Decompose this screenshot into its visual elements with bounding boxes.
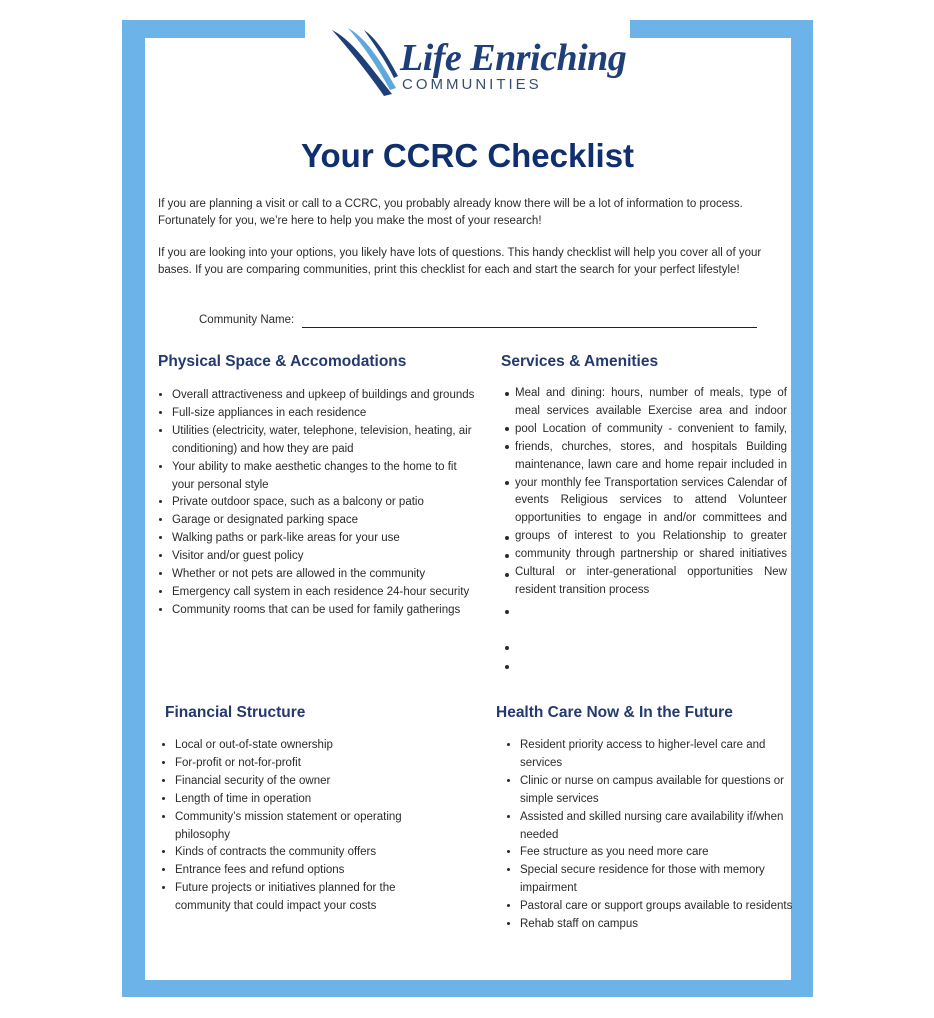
bullet-icon [505,536,509,540]
logo-tagline: COMMUNITIES [402,76,542,93]
list-item: • Full-size appliances in each residence [172,405,477,423]
list-item: • Kinds of contracts the community offers [175,844,445,862]
financial-checklist [160,737,445,916]
intro-paragraph-1: If you are planning a visit or call to a CCRC, you probably already know there will be a lot of information to process. Fortunately for you, we’re here to help you make the most of your research! [158,198,743,227]
page-title: Your CCRC Checklist [300,137,635,174]
list-item: • Private outdoor space, such as a balcony or patio [172,494,477,512]
list-item: • Rehab staff on campus [520,916,800,934]
list-item: • Garage or designated parking space [172,512,477,530]
section-title-health: Health Care Now & In the Future [496,704,733,721]
bullet-icon [505,392,509,396]
intro-paragraph-2: If you are looking into your options, you likely have lots of questions. This handy checklist will help you cover all of your bases. If you are comparing communities, print this checklist for each and start the search for your perfect lifestyle! [158,247,762,276]
list-item: • Community’s mission statement or operating philosophy [175,809,445,845]
logo-wordmark: Life Enriching [400,37,627,79]
list-item: • Visitor and/or guest policy [172,548,477,566]
bullet-icon [505,573,509,577]
bullet-icon [505,481,509,485]
list-item: • Entrance fees and refund options [175,862,445,880]
bullet-icon [505,445,509,449]
physical-checklist [157,387,477,620]
list-item: • Whether or not pets are allowed in the community [172,566,477,584]
list-item: • For-profit or not-for-profit [175,755,445,773]
logo-swoosh-icon [330,24,400,98]
list-item: • Assisted and skilled nursing care availability if/when needed [520,809,800,845]
list-item: • Special secure residence for those with memory impairment [520,862,800,898]
section-title-services: Services & Amenities [501,353,659,370]
community-name-field[interactable] [302,327,757,328]
bullet-icon [505,646,509,650]
list-item: • Financial security of the owner [175,773,445,791]
list-item: • Emergency call system in each residence 24-hour security [172,584,477,602]
list-item: • Pastoral care or support groups available to residents [520,898,800,916]
list-item: • Local or out-of-state ownership [175,737,445,755]
section-title-financial: Financial Structure [165,704,306,721]
bullet-icon [505,554,509,558]
bullet-icon [505,665,509,669]
list-item: • Resident priority access to higher-level care and services [520,737,800,773]
list-item: • Clinic or nurse on campus available for questions or simple services [520,773,800,809]
services-checklist-text: Meal and dining: hours, number of meals, type of meal services available Exercise area and indoor pool Location of community - convenient to family, friends, churches, stores, and hospitals Building maintenance, lawn care and home repair included in your monthly fee Transportation services Calendar of events Religious services to attend Volunteer opportunities to engage in and/or committees and groups of interest to you Relationship to greater community through partnership or shared initiatives Cultural or inter-generational opportunities New resident transition process [515,387,787,596]
health-checklist [505,737,800,934]
list-item: • Walking paths or park-like areas for your use [172,530,477,548]
bullet-icon [505,610,509,614]
bullet-icon [505,427,509,431]
list-item: • Overall attractiveness and upkeep of buildings and grounds [172,387,477,405]
community-name-label: Community Name: [199,314,295,326]
list-item: • Your ability to make aesthetic changes to the home to fit your personal style [172,459,477,495]
list-item: • Fee structure as you need more care [520,844,800,862]
list-item: • Length of time in operation [175,791,445,809]
list-item: • Community rooms that can be used for family gatherings [172,602,477,620]
list-item: • Future projects or initiatives planned for the community that could impact your costs [175,880,445,916]
company-logo [330,24,627,98]
list-item: • Utilities (electricity, water, telephone, television, heating, air conditioning) and how they are paid [172,423,477,459]
section-title-physical: Physical Space & Accomodations [158,353,407,370]
